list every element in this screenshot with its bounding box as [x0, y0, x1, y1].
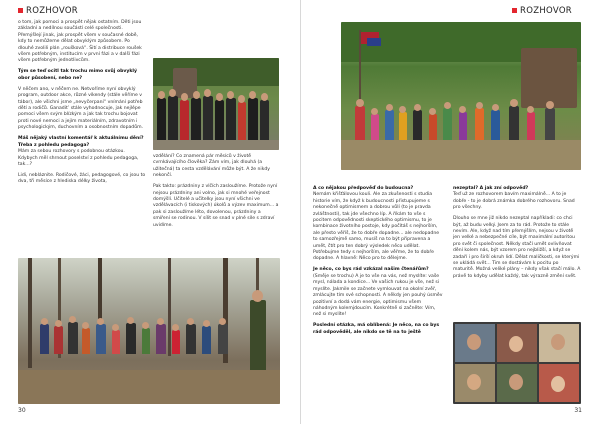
- question: Tým se teď ocitl tak trochu mimo svůj obvyklý obor působení, nebo ne?: [18, 69, 138, 81]
- question: Máš nějaký vlastní komentář k aktuálnímu dění? Třeba z pohledu pedagoga?: [18, 136, 144, 148]
- paragraph: Teď už ze rozhovorem bavím maximálně... A to je dobře - to je dobrá známka dobrého rozhovoru. Snad pro všechny.: [453, 192, 575, 211]
- camp-flag-photo: [341, 22, 581, 170]
- header-marker-left: [18, 8, 23, 13]
- right-page: [300, 0, 600, 424]
- forest-group-photo: [18, 258, 280, 404]
- paragraph: Mám za sebou rozhovory s podobnou otázkou. Kdybych měl shrnout poselství z pohledu pedagoga, tak...?: [18, 149, 139, 167]
- page-number-right: 31: [574, 407, 582, 414]
- paragraph: Lidi, nebláznite. Rodičové, žáci, pedagogové, co jsou to dva, tři měsíce z hlediska délky života,: [18, 172, 146, 185]
- paragraph: Dlouho se mne již nikdo nezeptal napříkladi: co chci být, až budu velký. Jsem za to rád. Protože to stále nevím. Ale, když nad tím přemýšlím, nejsou v životě jen velké a nebezpečné cíle, být maximální autoritou pro svět či společnost. Někdy stačí umět ovlivňovat dění kolem nás, být vzorem pro nejbližší, a když se zadaří i pro širší okruh lidí. Dělat maličkosti, se kterými se ukládá svět... Tim se dostávám k pocitu po maturitě. Možná veliké plány – nikdy však stačí málo. A právě to kdyby udělat každý, tak výrazně změní svět.: [453, 216, 581, 279]
- question: A co nějakou předpověď do budoucna?: [313, 186, 414, 191]
- section-header-right: ROZHOVOR: [520, 6, 573, 16]
- paragraph: Nemám křišťálovou kouli. Ale za zkušenosti s studia historie vím, že když k budoucnosti přistupujeme s nekonečně optimismem a dobrou vůlí (to je pravda zvláštnosti), tak jde všechno líp. A říkám to vše s pocitem odpovědnosti skeptického optimismu, to je kombinace životního postoje, kdy počítáš s nejhorším, ale přesto věříš, že to dobře dopadne... ale nedopadne to samozřejmě samo, musíš na to být připravena a umět, čtít pro ten dobrý výsledek něco udělat. Potřebujme tedy s nejhorším, ale věřme, že to dobře dopadne. A hlavně: Něco pro to dělejme.: [313, 192, 440, 262]
- group-photo-top: [153, 58, 279, 150]
- page-number-left: 30: [18, 407, 26, 414]
- question: Je něco, co bys rád vzkázal našim čtenářům?: [313, 267, 429, 273]
- header-marker-right: [512, 8, 517, 13]
- paragraph: vzdělání? Co znamená pár měsíců v životě cvrnkávajícího člověka? Zám vím, jak dlouhá (a užitečná) ta cesta vzdělávání může být. A že nikdy nekončí.: [153, 154, 270, 179]
- right-column-1: [313, 186, 443, 341]
- paragraph: (Směje se trochu) A je to vše na vás, než myslíte: vaše mysl, nálada a kondice... Ve vašich rukou je vše, než si myslíte. Jakmile se začnete vymlouvat na okolní zvěř, zmlácujte tím své schopnosti. A někdy jen pouhý úsměv pozitivní a dodá vám energie, optimismu všem náhodným kolemjdoucím. Konkrétně si začněte: Vím, než si myslíte!: [313, 273, 443, 318]
- question: nezeptal? A jak zní odpověď?: [453, 186, 529, 191]
- paragraph: V něčem ano, v něčem ne. Netvoříme nyní obvyklý program, outdoor akce, různé víkendy (stále věříme v tábor), ale všichni jsme „nevyčerpaní“ vnímání potřeb dětí a rodičů. Ganadit’ stále vyhodnocuje, jak nejlépe pomoci všem svým blízkým a jak tak trochu bojovat proti nové nemoci a jejím materiálním, zdravotním i psychologickým, duchovním a osobnostním dopadům.: [18, 86, 144, 131]
- paragraph: Pak takto: prázdniny z vlčích zasloužíme. Protože nyní nejsou prázdniny ani volno, jak si mnohé veřejnost domýšlí. Učitelé a učitelky jsou nyní všichni ve vzdělávacích (i tiskových) úkolů a výzev maximum... a pak si zasloužíme léto, dovolenou, prázdniny a smíření se rodinou. V sílit se snad v plné síle s zdraví uvidíme.: [153, 184, 279, 228]
- paragraph: o tom, jak pomoci a prospět nějak ostatním. Děti jsou základní a nedílnou součástí celé společnosti. Přemýšlejí jinak, jak prospět všem v současné době, kdy to nemůžeme dělat obvyklým způsobem. Po dlouhé zvolili plán „roušková“. Šití a distribuce roušek všem potřebným, institucím v první fázi a v další fázi všem potřebným jednotlivcům.: [18, 20, 142, 64]
- right-column-2: [453, 186, 581, 285]
- photo-collage: [453, 322, 581, 404]
- left-column-1: [18, 20, 146, 190]
- left-column-2: [153, 154, 279, 234]
- question: Poslední otázka, má oblíbená: Je něco, na co bys rád odpověděl, ale nikdo se tě na to ještě: [313, 323, 440, 335]
- section-header-left: ROZHOVOR: [26, 6, 79, 16]
